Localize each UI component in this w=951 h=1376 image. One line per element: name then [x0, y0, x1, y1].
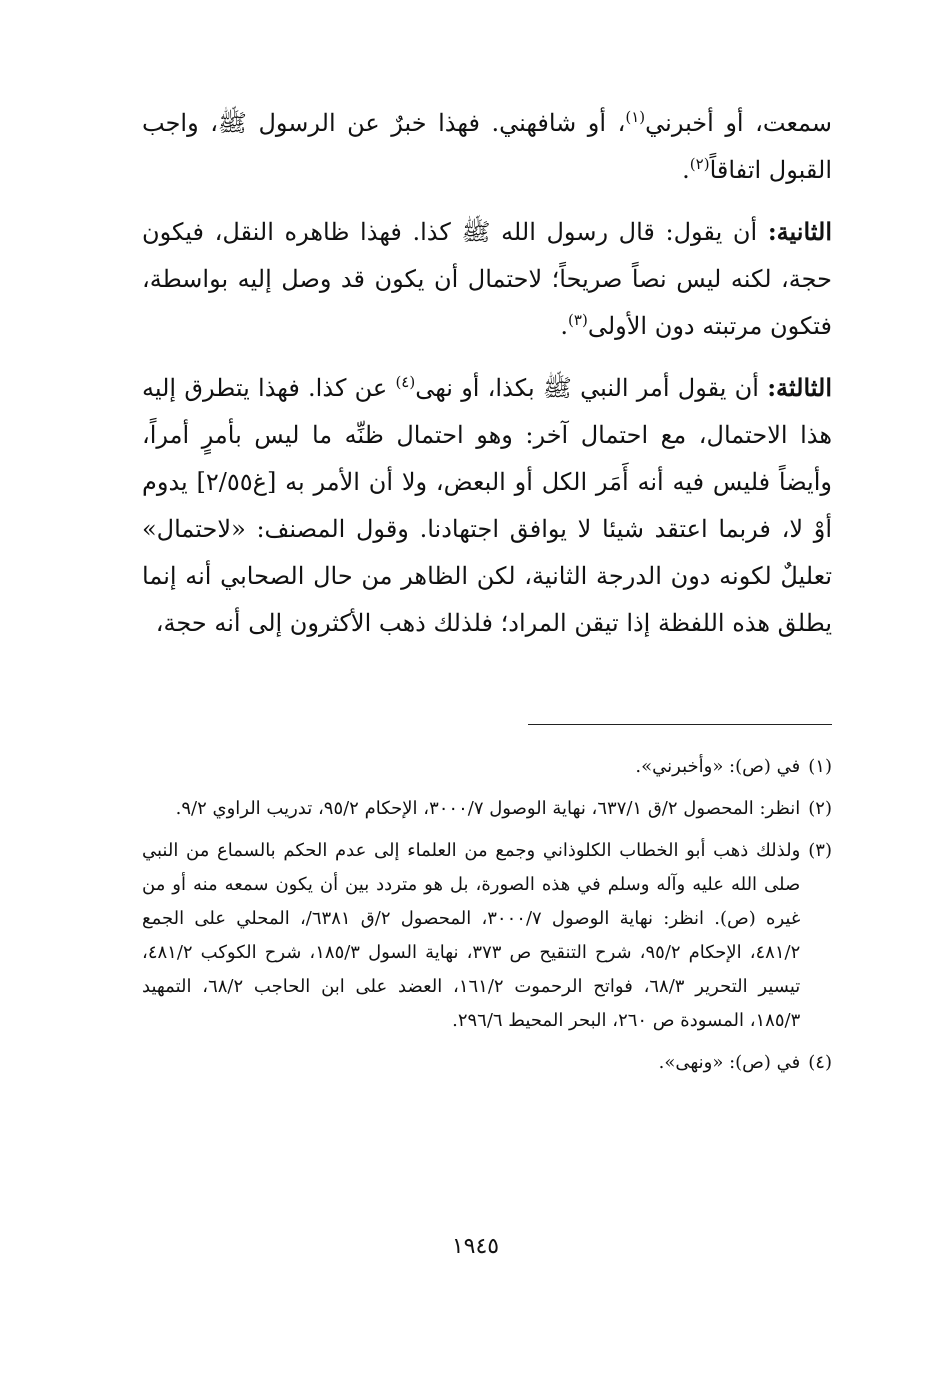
- paragraph-1: [142, 100, 832, 194]
- footnote-4-text: في (ص): «ونهى».: [658, 1052, 801, 1073]
- paragraph-1-part-2: ، أو شافهني. فهذا خبرٌ عن الرسول ﷺ، واجب القبول اتفاقاً: [142, 109, 832, 184]
- paragraph-1-part-1: سمعت، أو أخبرني: [645, 109, 833, 137]
- footnote-ref-4: (٤): [395, 373, 416, 391]
- footnote-ref-1: (١): [625, 108, 646, 126]
- footnote-2-number: (٢): [808, 798, 832, 819]
- page-number: ١٩٤٥: [451, 1234, 500, 1259]
- paragraph-3-label: الثالثة:: [767, 373, 833, 402]
- main-text: [142, 100, 832, 647]
- footnote-4: [142, 1046, 832, 1080]
- footnote-2: [142, 792, 832, 826]
- footnote-2-text: انظر: المحصول ٢/ق ٦٣٧/١، نهاية الوصول ٣٠٠٠/٧، الإحكام ٩٥/٢، تدريب الراوي ٩/٢.: [175, 798, 801, 819]
- footnote-4-number: (٤): [808, 1052, 832, 1073]
- footnote-ref-2: (٢): [689, 155, 710, 173]
- paragraph-3: [142, 364, 832, 647]
- footnote-1-text: في (ص): «وأخبرني».: [635, 756, 801, 777]
- paragraph-2-label: الثانية:: [767, 217, 832, 246]
- footnote-3-text: ولذلك ذهب أبو الخطاب الكلوذاني وجمع من العلماء إلى عدم الحكم بالسماع من النبي صلى الله عليه وآله وسلم في هذه الصورة، بل هو متردد بين أن يكون سمعه منه أو من غيره (ص). انظر: نهاية الوصول ٣٠٠٠/٧، المحصول ٢/ق ٦٣٨١/، المحلي على الجمع ٤٨١/٢، الإحكام ٩٥/٢، شرح التنقيح ص ٣٧٣، نهاية السول ١٨٥/٣، شرح الكوكب ٤٨١/٢، تيسير التحرير ٦٨/٣، فواتح الرحموت ١٦١/٢، العضد على ابن الحاجب ٦٨/٢، التمهيد ١٨٥/٣، المسودة ص ٢٦٠، البحر المحيط ٢٩٦/٦.: [142, 840, 801, 1031]
- footnote-ref-3: (٣): [568, 311, 588, 329]
- footnote-3: [142, 834, 832, 1038]
- footnote-1: [142, 750, 832, 784]
- footnote-separator: [528, 724, 832, 725]
- paragraph-2-part-2: .: [560, 312, 569, 340]
- footnote-3-number: (٣): [808, 840, 832, 861]
- paragraph-2: [142, 208, 832, 350]
- paragraph-3-part-2: عن كذا. فهذا يتطرق إليه هذا الاحتمال، مع احتمال آخر: وهو احتمال ظنِّه ما ليس بأمرٍ أمراً، وأيضاً فليس فيه أنه أَمَر الكل أو البعض، ولا أن الأمر به [غ٢/٥٥] يدوم أوْ لا، فربما اعتقد شيئا لا يوافق اجتهادنا. وقول المصنف: «لاحتمال» تعليلٌ لكونه دون الدرجة الثانية، لكن الظاهر من حال الصحابي أنه إنما يطلق هذه اللفظة إذا تيقن المراد؛ فلذلك ذهب الأكثرون إلى أنه حجة،: [142, 374, 832, 637]
- paragraph-3-part-1: أن يقول أمر النبي ﷺ بكذا، أو نهى: [415, 374, 768, 402]
- footnote-1-number: (١): [808, 756, 832, 777]
- paragraph-2-part-1: أن يقول: قال رسول الله ﷺ كذا. فهذا ظاهره النقل، فيكون حجة، لكنه ليس نصاً صريحاً؛ لاحتمال أن يكون قد وصل إليه بواسطة، فتكون مرتبته دون الأولى: [142, 218, 833, 340]
- paragraph-1-part-3: .: [682, 156, 690, 184]
- footnotes: [142, 750, 832, 1088]
